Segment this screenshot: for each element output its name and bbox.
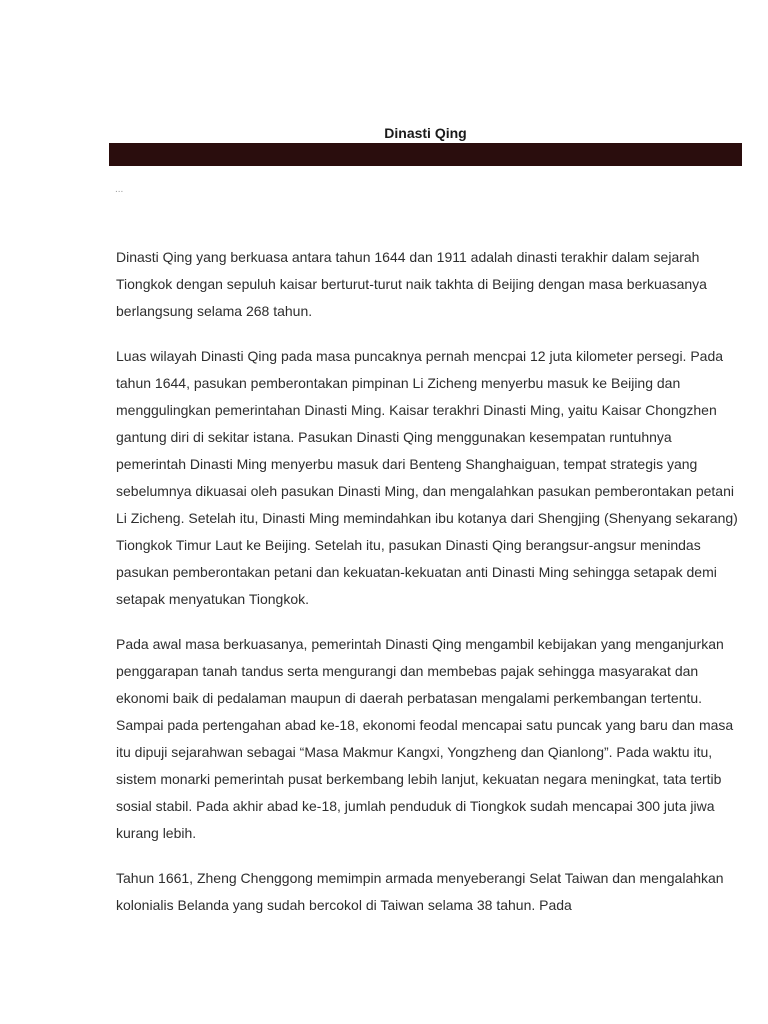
paragraph-4: Tahun 1661, Zheng Chenggong memimpin armada menyeberangi Selat Taiwan dan mengalahkan kolonialis Belanda yang sudah bercokol di Taiwan selama 38 tahun. Pada [116,870,724,913]
paragraph-3: Pada awal masa berkuasanya, pemerintah Dinasti Qing mengambil kebijakan yang menganjurkan penggarapan tanah tandus serta mengurangi dan membebas pajak sehingga masyarakat dan ekonomi baik di pedalaman maupun di daerah perbatasan mengalami perkembangan tertentu. Sampai pada pertengahan abad ke-18, ekonomi feodal mencapai satu puncak yang baru dan masa itu dipuji sejarahwan sebagai “Masa Makmur Kangxi, Yongzheng dan Qianlong”. Pada waktu itu, sistem monarki pemerintah pusat berkembang lebih lanjut, kekuatan negara meningkat, tata tertib sosial stabil. Pada akhir abad ke-18, jumlah penduduk di Tiongkok sudah mencapai 300 juta jiwa kurang lebih. [116,636,734,841]
document-body [116,244,740,937]
title-bar [109,143,742,166]
paragraph-1: Dinasti Qing yang berkuasa antara tahun 1644 dan 1911 adalah dinasti terakhir dalam sejarah Tiongkok dengan sepuluh kaisar berturut-turut naik takhta di Beijing dengan masa berkuasanya berlangsung selama 268 tahun. [116,249,707,319]
ellipsis-text: ... [115,184,124,195]
paragraph-2: Luas wilayah Dinasti Qing pada masa puncaknya pernah mencpai 12 juta kilometer persegi. Pada tahun 1644, pasukan pemberontakan pimpinan Li Zicheng menyerbu masuk ke Beijing dan menggulingkan pemerintahan Dinasti Ming. Kaisar terakhri Dinasti Ming, yaitu Kaisar Chongzhen gantung diri di sekitar istana. Pasukan Dinasti Qing menggunakan kesempatan runtuhnya pemerintah Dinasti Ming menyerbu masuk dari Benteng Shanghaiguan, tempat strategis yang sebelumnya dikuasai oleh pasukan Dinasti Ming, dan mengalahkan pasukan pemberontakan petani Li Zicheng. Setelah itu, Dinasti Ming memindahkan ibu kotanya dari Shengjing (Shenyang sekarang) Tiongkok Timur Laut ke Beijing. Setelah itu, pasukan Dinasti Qing berangsur-angsur menindas pasukan pemberontakan petani dan kekuatan-kekuatan anti Dinasti Ming sehingga setapak demi setapak menyatukan Tiongkok. [116,348,738,607]
document-title: Dinasti Qing [384,125,467,141]
